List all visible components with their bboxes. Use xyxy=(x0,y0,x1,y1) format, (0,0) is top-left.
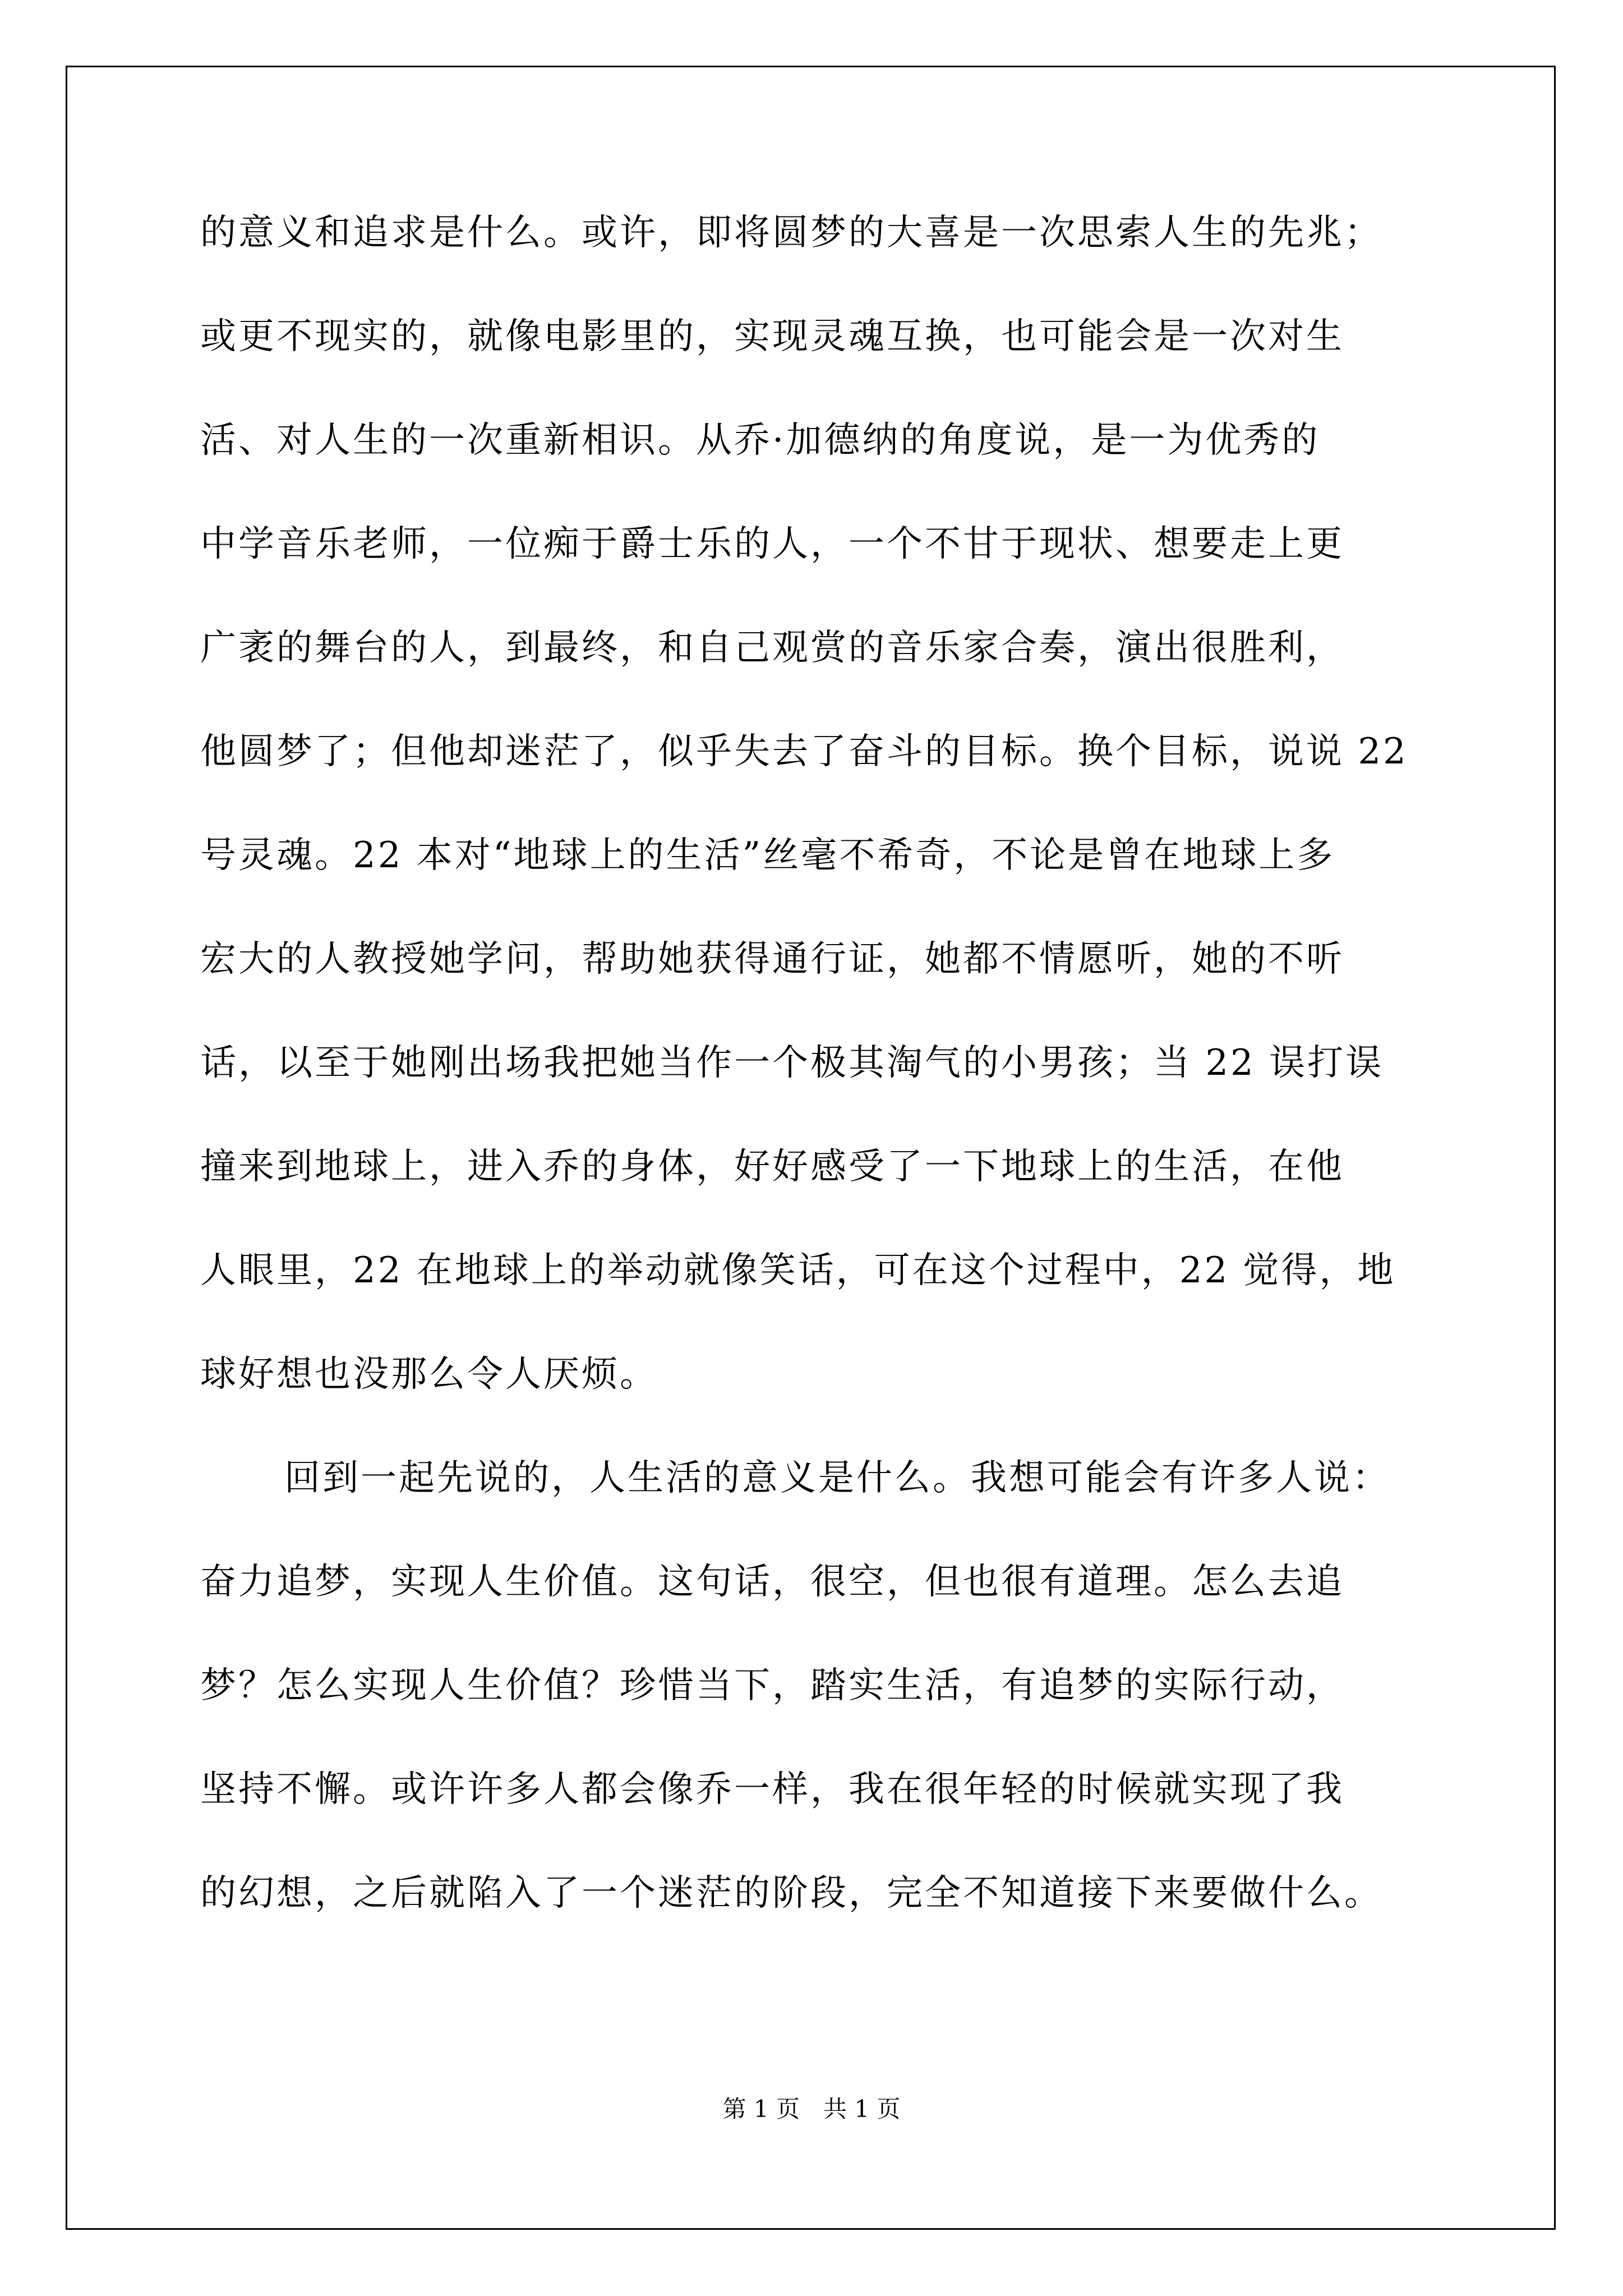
text-line-11: 人眼里，22 在地球上的举动就像笑话，可在这个过程中，22 觉得，地 xyxy=(200,1250,1396,1291)
text-line-16: 坚持不懈。或许许多人都会像乔一样，我在很年轻的时候就实现了我 xyxy=(200,1769,1344,1810)
text-line-14: 奋力追梦，实现人生价值。这句话，很空，但也很有道理。怎么去追 xyxy=(200,1561,1344,1603)
text-line-8: 宏大的人教授她学问，帮助她获得通行证，她都不情愿听，她的不听 xyxy=(200,938,1344,980)
text-line-17: 的幻想，之后就陷入了一个迷茫的阶段，完全不知道接下来要做什么。 xyxy=(200,1872,1382,1914)
text-line-2: 或更不现实的，就像电影里的，实现灵魂互换，也可能会是一次对生 xyxy=(200,316,1344,357)
text-line-5: 广袤的舞台的人，到最终，和自己观赏的音乐家合奏，演出很胜利， xyxy=(200,627,1344,669)
document-body xyxy=(200,205,1417,1969)
text-line-12: 球好想也没那么令人厌烦。 xyxy=(200,1354,658,1395)
text-line-15: 梦？怎么实现人生价值？珍惜当下，踏实生活，有追梦的实际行动， xyxy=(200,1665,1344,1706)
text-line-7: 号灵魂。22 本对“地球上的生活”丝毫不希奇，不论是曾在地球上多 xyxy=(200,835,1335,876)
text-line-9: 话，以至于她刚出场我把她当作一个极其淘气的小男孩；当 22 误打误 xyxy=(200,1042,1384,1084)
page-footer: 第 1 页 共 1 页 xyxy=(722,2095,901,2123)
text-line-1: 的意义和追求是什么。或许，即将圆梦的大喜是一次思索人生的先兆； xyxy=(200,212,1382,254)
text-line-6: 他圆梦了；但他却迷茫了，似乎失去了奋斗的目标。换个目标，说说 22 xyxy=(200,731,1408,772)
text-line-3: 活、对人生的一次重新相识。从乔·加德纳的角度说，是一为优秀的 xyxy=(200,420,1320,461)
text-line-10: 撞来到地球上，进入乔的身体，好好感受了一下地球上的生活，在他 xyxy=(200,1146,1344,1188)
text-line-4: 中学音乐老师，一位痴于爵士乐的人，一个不甘于现状、想要走上更 xyxy=(200,523,1344,565)
text-line-13: 回到一起先说的，人生活的意义是什么。我想可能会有许多人说： xyxy=(284,1457,1390,1499)
